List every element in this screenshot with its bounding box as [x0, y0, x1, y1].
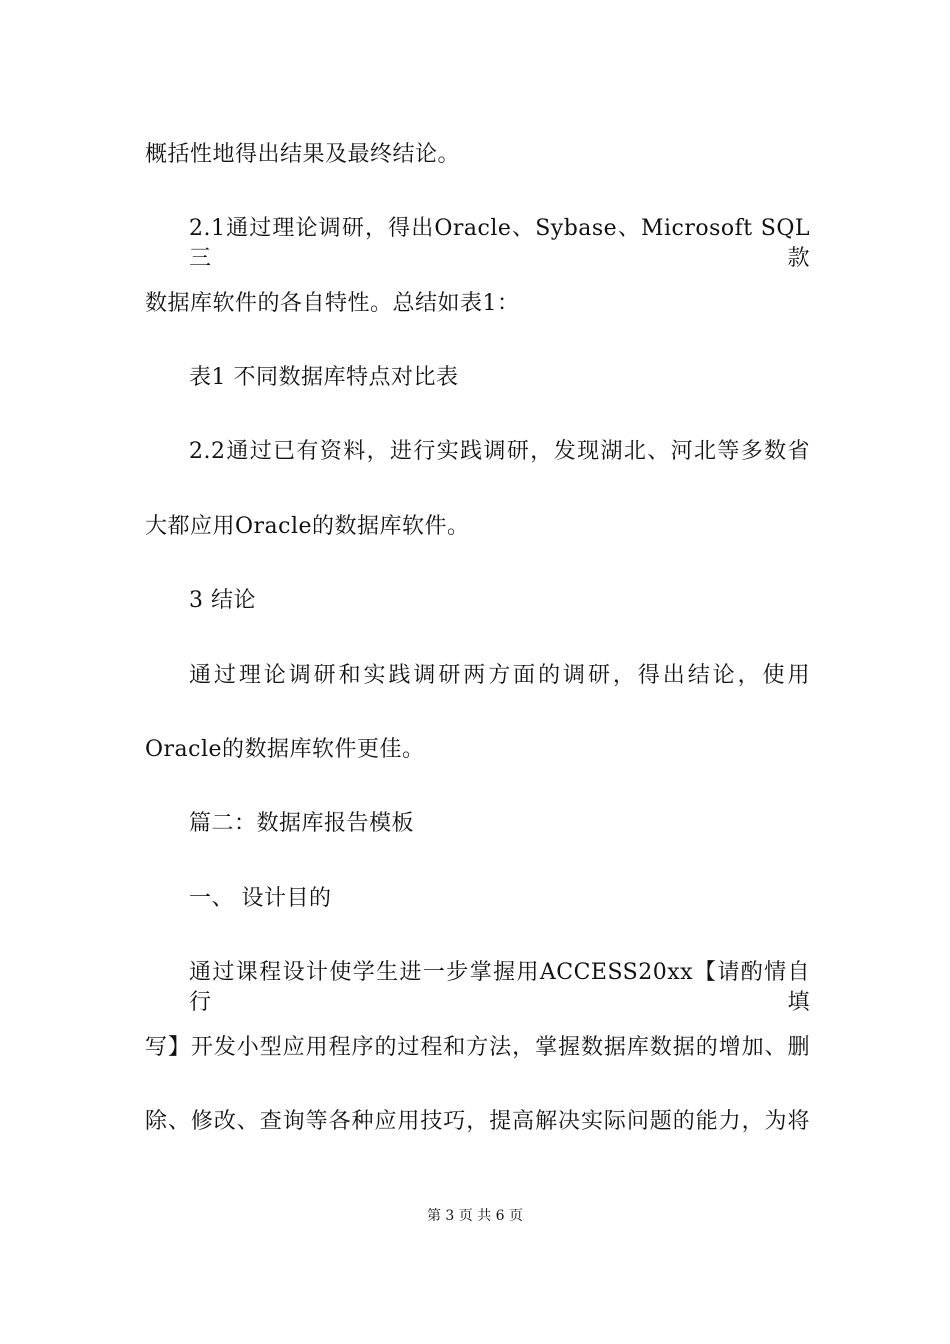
heading-conclusion: 3 结论 — [189, 588, 256, 613]
text-line-section-2-1-cont: 数据库软件的各自特性。总结如表1： — [145, 291, 520, 316]
heading-design-purpose: 一、 设计目的 — [189, 886, 332, 911]
table-caption: 表1 不同数据库特点对比表 — [189, 365, 459, 390]
text-line-conclusion: 通过理论调研和实践调研两方面的调研，得出结论，使用 — [189, 663, 810, 688]
text-line-purpose-3: 除、修改、查询等各种应用技巧，提高解决实际问题的能力，为将 — [145, 1109, 810, 1134]
text-line-section-2-2-cont: 大都应用Oracle的数据库软件。 — [145, 514, 470, 539]
text-line-section-2-2: 2.2通过已有资料，进行实践调研，发现湖北、河北等多数省 — [189, 439, 810, 464]
heading-part-two: 篇二：数据库报告模板 — [189, 811, 415, 836]
page-number-footer: 第 3 页 共 6 页 — [426, 1208, 524, 1224]
text-line-conclusion-cont: Oracle的数据库软件更佳。 — [145, 737, 425, 762]
text-line-section-2-1: 2.1通过理论调研，得出Oracle、Sybase、Microsoft SQL三款 — [189, 216, 810, 271]
text-line-summary-end: 概括性地得出结果及最终结论。 — [145, 142, 461, 167]
text-line-purpose-1: 通过课程设计使学生进一步掌握用ACCESS20xx【请酌情自行填 — [189, 960, 810, 1015]
text-line-purpose-2: 写】开发小型应用程序的过程和方法，掌握数据库数据的增加、删 — [145, 1035, 810, 1060]
